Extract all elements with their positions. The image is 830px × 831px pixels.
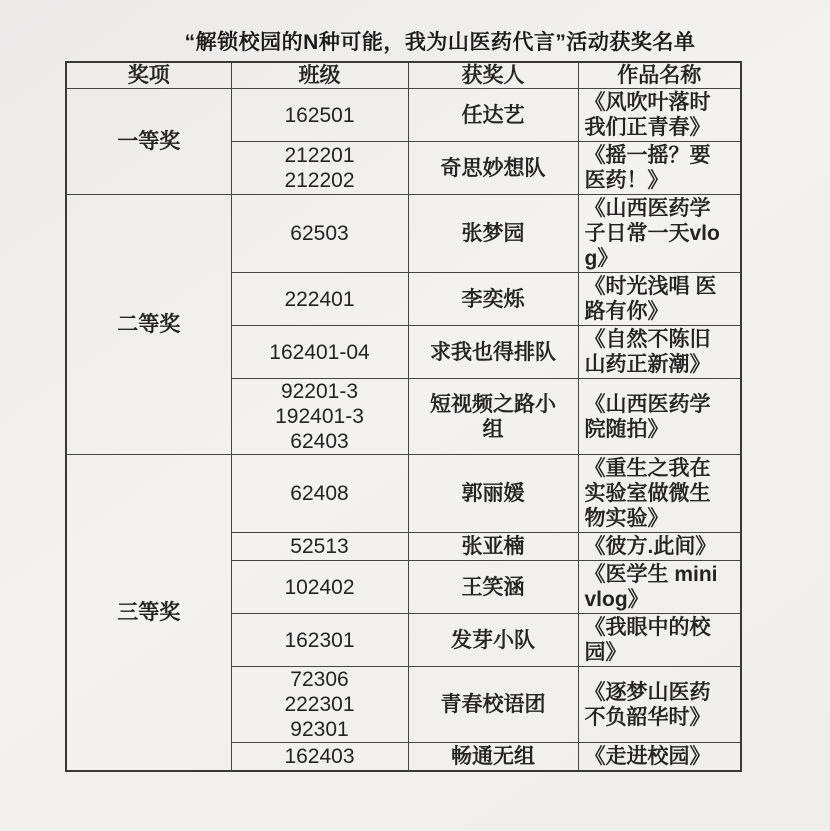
class-number: 92301	[290, 718, 349, 741]
class-number: 62503	[290, 222, 349, 245]
winner-cell: 青春校语团	[408, 667, 578, 743]
class-cell	[231, 614, 408, 667]
col-header-winner: 获奖人	[408, 62, 578, 89]
work-title-cell: 《重生之我在实验室做微生物实验》	[578, 455, 741, 533]
class-number: 162301	[284, 628, 355, 652]
awards-table	[65, 61, 742, 772]
class-cell	[231, 195, 408, 273]
winner-cell: 张亚楠	[408, 533, 578, 561]
class-number: 52513	[290, 535, 349, 558]
class-number: 212202	[284, 169, 355, 192]
class-number: 102402	[284, 575, 355, 599]
work-title-cell: 《逐梦山医药不负韶华时》	[578, 667, 741, 743]
class-cell	[231, 326, 408, 379]
table-header	[66, 62, 741, 89]
page-title: “解锁校园的N种可能，我为山医药代言”活动获奖名单	[184, 31, 696, 54]
class-number: 222401	[284, 287, 355, 311]
winner-cell: 畅通无组	[408, 743, 578, 772]
table-row	[66, 455, 741, 533]
winner-cell: 发芽小队	[408, 614, 578, 667]
class-cell	[231, 273, 408, 326]
work-title-cell: 《彼方.此间》	[578, 533, 741, 561]
work-title-cell: 《时光浅唱 医路有你》	[578, 273, 741, 326]
class-number: 162403	[284, 745, 355, 768]
winner-cell: 张梦园	[408, 195, 578, 273]
col-header-class: 班级	[231, 62, 408, 89]
award-cell: 三等奖	[66, 455, 231, 772]
winner-cell: 郭丽媛	[408, 455, 578, 533]
winner-cell: 短视频之路小组	[408, 379, 578, 455]
table-row	[66, 195, 741, 273]
class-number: 212201	[284, 144, 355, 167]
class-number: 222301	[284, 693, 355, 716]
class-cell	[231, 379, 408, 455]
class-cell	[231, 533, 408, 561]
col-header-award: 奖项	[66, 62, 231, 89]
class-number: 62403	[290, 430, 349, 453]
work-title-cell: 《风吹叶落时我们正青春》	[578, 89, 741, 142]
award-cell: 一等奖	[66, 89, 231, 195]
class-cell	[231, 89, 408, 142]
col-header-work: 作品名称	[578, 62, 741, 89]
class-number: 162501	[284, 103, 355, 127]
work-title-cell: 《我眼中的校园》	[578, 614, 741, 667]
class-cell	[231, 561, 408, 614]
work-title-cell: 《医学生 mini vlog》	[578, 561, 741, 614]
class-number: 62408	[290, 482, 349, 505]
class-number: 72306	[290, 668, 349, 691]
table-row	[66, 89, 741, 142]
winner-cell: 王笑涵	[408, 561, 578, 614]
class-cell	[231, 142, 408, 195]
class-cell	[231, 743, 408, 772]
winner-cell: 任达艺	[408, 89, 578, 142]
class-cell	[231, 455, 408, 533]
work-title-cell: 《山西医药学子日常一天vlog》	[578, 195, 741, 273]
class-number: 92201-3	[280, 380, 359, 403]
work-title-cell: 《山西医药学院随拍》	[578, 379, 741, 455]
work-title-cell: 《摇一摇？要医药！》	[578, 142, 741, 195]
work-title-cell: 《走进校园》	[578, 743, 741, 772]
winner-cell: 求我也得排队	[408, 326, 578, 379]
winner-cell: 奇思妙想队	[408, 142, 578, 195]
table-body	[66, 89, 741, 772]
class-number: 192401-3	[275, 405, 364, 428]
work-title-cell: 《自然不陈旧 山药正新潮》	[578, 326, 741, 379]
winner-cell: 李奕烁	[408, 273, 578, 326]
class-cell	[231, 667, 408, 743]
award-cell: 二等奖	[66, 195, 231, 455]
class-number: 162401-04	[269, 340, 370, 364]
header-row	[66, 62, 741, 89]
